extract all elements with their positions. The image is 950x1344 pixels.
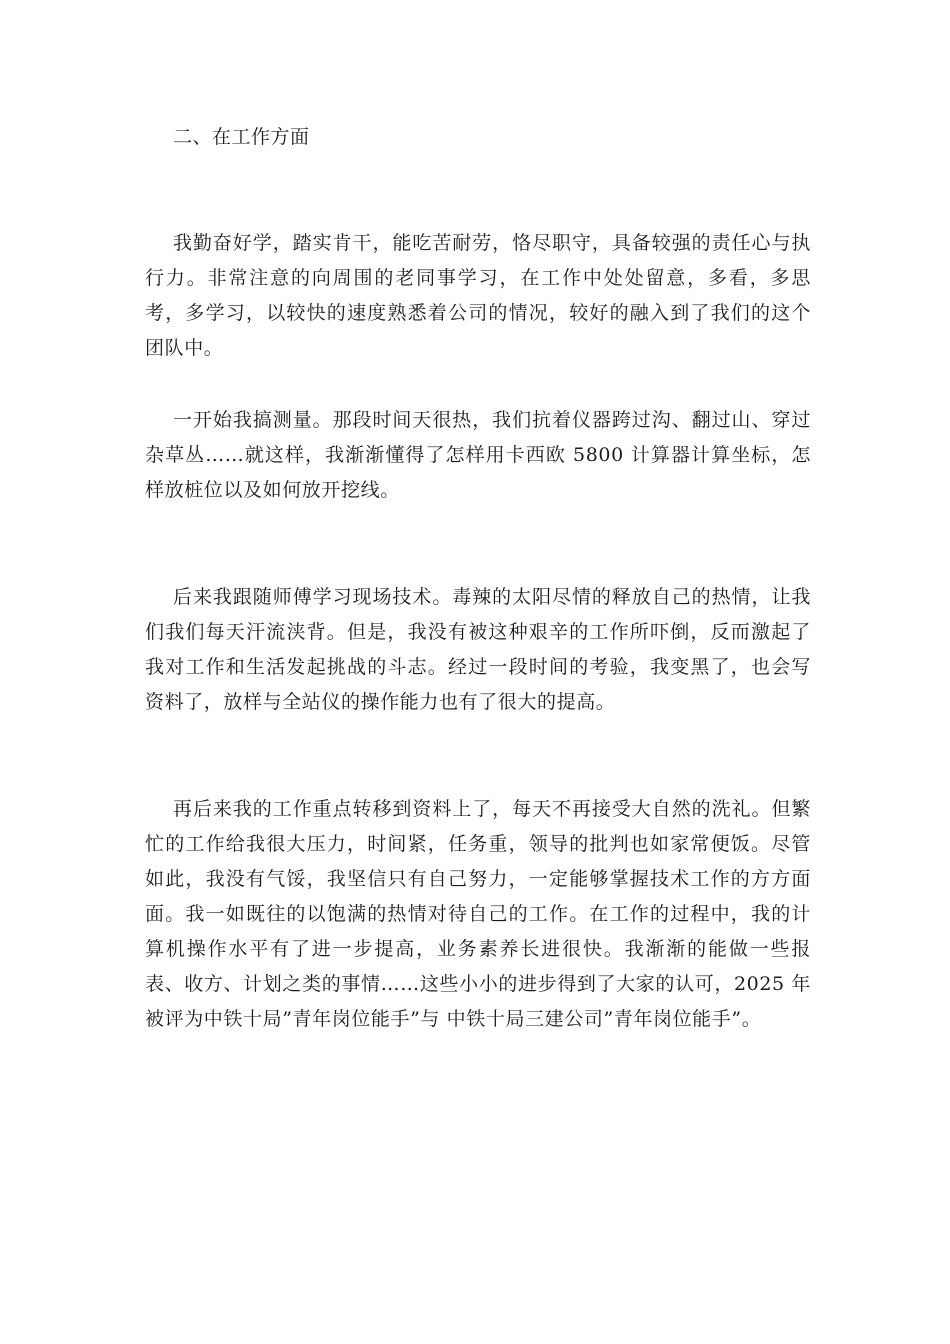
paragraph: 再后来我的工作重点转移到资料上了，每天不再接受大自然的洗礼。但繁忙的工作给我很大压力，时间紧，任务重，领导的批判也如家常便饭。尽管如此，我没有气馁，我坚信只有自己努力，一定能够掌握技术工作的方方面面。我一如既往的以饱满的热情对待自己的工作。在工作的过程中，我的计算机操作水平有了进一步提高，业务素养长进很快。我渐渐的能做一些报表、收方、计划之类的事情……这些小小的进步得到了大家的认可，2025 年被评为中铁十局”青年岗位能手”与 中铁十局三建公司”青年岗位能手”。 bbox=[145, 798, 811, 1030]
paragraph: 我勤奋好学，踏实肯干，能吃苦耐劳，恪尽职守，具备较强的责任心与执行力。非常注意的向周围的老同事学习，在工作中处处留意，多看，多思考，多学习，以较快的速度熟悉着公司的情况，较好的融入到了我们的这个团队中。 bbox=[145, 232, 811, 359]
section-heading: 二、在工作方面 bbox=[173, 126, 310, 148]
paragraph: 后来我跟随师傅学习现场技术。毒辣的太阳尽情的释放自己的热情，让我们我们每天汗流浃背。但是，我没有被这种艰辛的工作所吓倒，反而激起了我对工作和生活发起挑战的斗志。经过一段时间的考验，我变黑了，也会写资料了，放样与全站仪的操作能力也有了很大的提高。 bbox=[145, 586, 811, 713]
paragraph: 一开始我搞测量。那段时间天很热，我们抗着仪器跨过沟、翻过山、穿过杂草丛……就这样，我渐渐懂得了怎样用卡西欧 5800 计算器计算坐标，怎样放桩位以及如何放开挖线。 bbox=[145, 409, 811, 501]
